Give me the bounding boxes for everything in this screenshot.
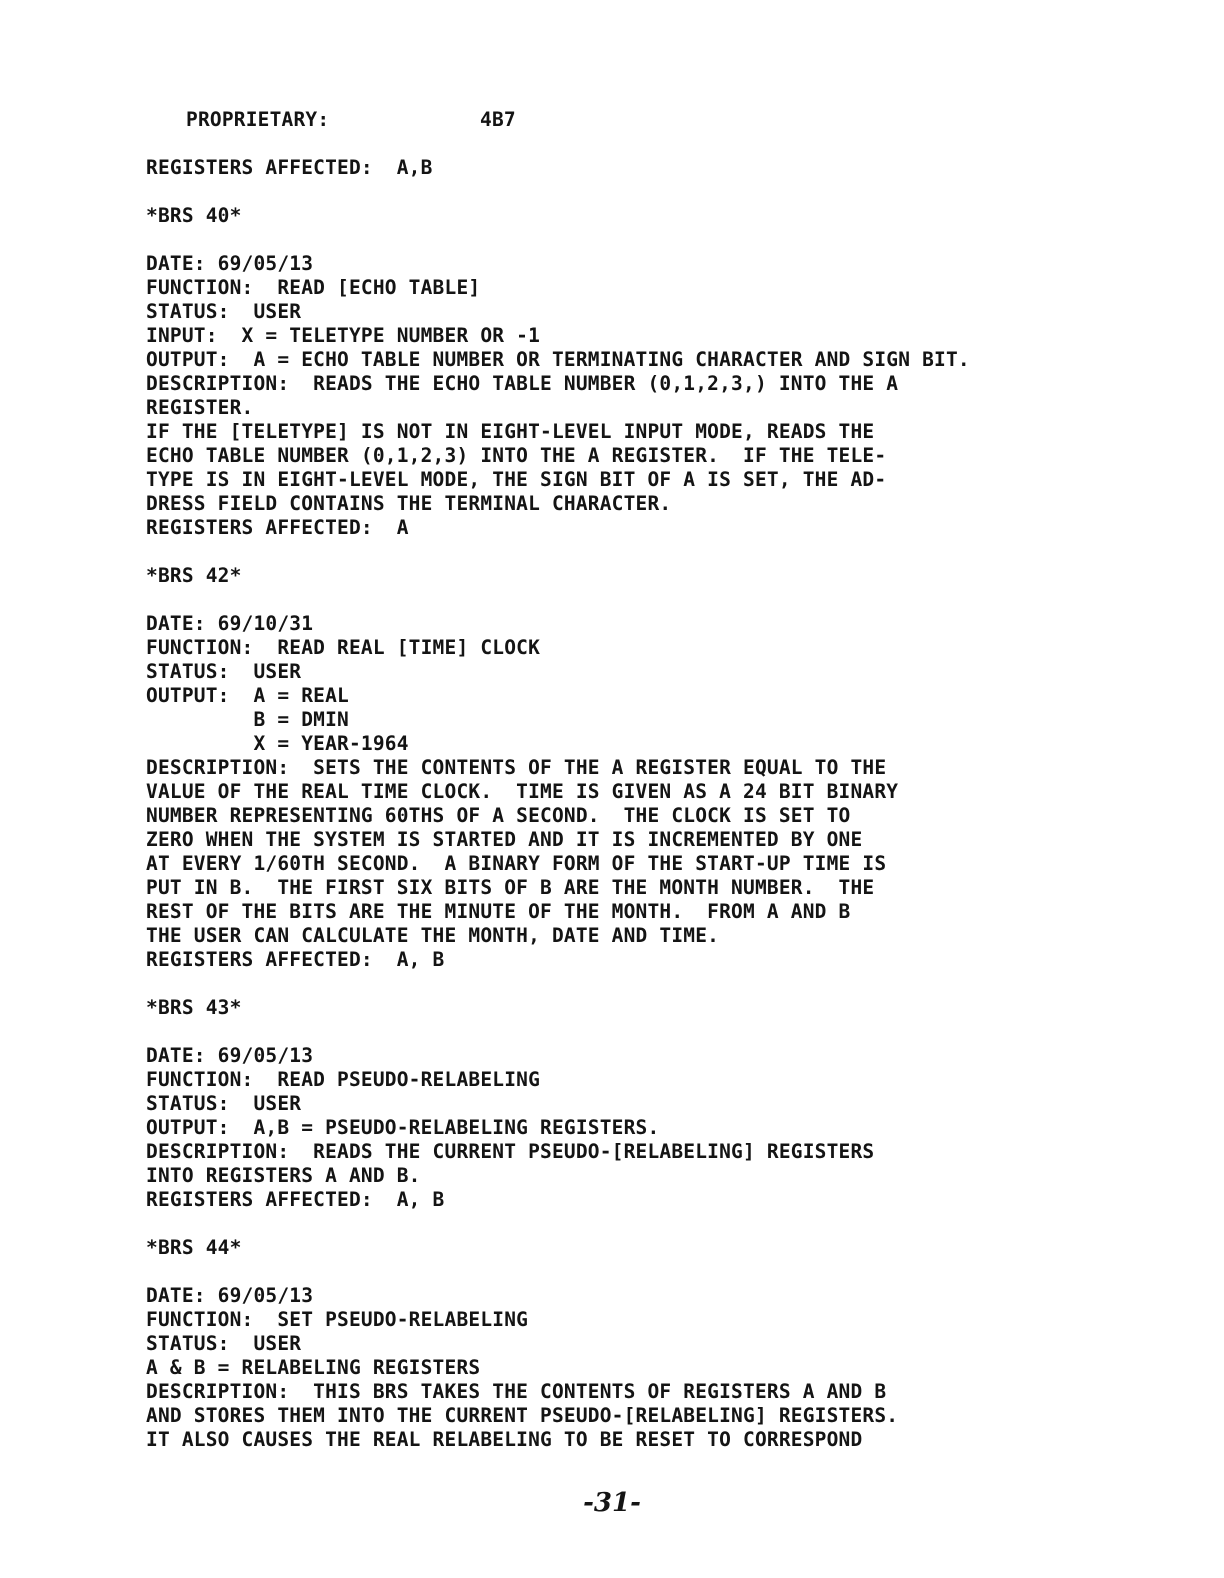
text-line: REGISTERS AFFECTED: A, B (146, 1188, 445, 1211)
text-line: REGISTER. (146, 396, 254, 419)
text-line: IF THE [TELETYPE] IS NOT IN EIGHT-LEVEL INPUT MODE, READS THE (146, 420, 875, 443)
section-heading-brs-43: *BRS 43* (146, 996, 242, 1019)
text-line: OUTPUT: A,B = PSEUDO-RELABELING REGISTERS. (146, 1116, 660, 1139)
text-line: DATE: 69/05/13 (146, 1044, 314, 1067)
text-line: REGISTERS AFFECTED: A, B (146, 948, 445, 971)
text-line: STATUS: USER (146, 1332, 302, 1355)
text-line: FUNCTION: READ PSEUDO-RELABELING (146, 1068, 541, 1091)
text-line: X = YEAR-1964 (146, 732, 409, 755)
text-line: REGISTERS AFFECTED: A,B (146, 156, 433, 179)
text-line: REGISTERS AFFECTED: A (146, 516, 409, 539)
text-line: DESCRIPTION: THIS BRS TAKES THE CONTENTS OF REGISTERS A AND B (146, 1380, 887, 1403)
header-proprietary-label: PROPRIETARY: (186, 108, 330, 131)
page-number: -31- (583, 1488, 641, 1518)
text-line: INTO REGISTERS A AND B. (146, 1164, 421, 1187)
text-line: THE USER CAN CALCULATE THE MONTH, DATE AND TIME. (146, 924, 720, 947)
text-line: OUTPUT: A = REAL (146, 684, 349, 707)
text-line: DRESS FIELD CONTAINS THE TERMINAL CHARACTER. (146, 492, 672, 515)
text-line: DATE: 69/05/13 (146, 1284, 314, 1307)
text-line: REST OF THE BITS ARE THE MINUTE OF THE MONTH. FROM A AND B (146, 900, 851, 923)
section-heading-brs-40: *BRS 40* (146, 204, 242, 227)
text-line: FUNCTION: READ REAL [TIME] CLOCK (146, 636, 541, 659)
text-line: DESCRIPTION: READS THE ECHO TABLE NUMBER (0,1,2,3,) INTO THE A (146, 372, 899, 395)
text-line: STATUS: USER (146, 300, 302, 323)
text-line: AT EVERY 1/60TH SECOND. A BINARY FORM OF THE START-UP TIME IS (146, 852, 887, 875)
text-line: ZERO WHEN THE SYSTEM IS STARTED AND IT IS INCREMENTED BY ONE (146, 828, 863, 851)
text-line: FUNCTION: SET PSEUDO-RELABELING (146, 1308, 529, 1331)
text-line: STATUS: USER (146, 660, 302, 683)
text-line: INPUT: X = TELETYPE NUMBER OR -1 (146, 324, 541, 347)
text-line: IT ALSO CAUSES THE REAL RELABELING TO BE RESET TO CORRESPOND (146, 1428, 863, 1451)
text-line: FUNCTION: READ [ECHO TABLE] (146, 276, 481, 299)
text-line: A & B = RELABELING REGISTERS (146, 1356, 481, 1379)
text-line: AND STORES THEM INTO THE CURRENT PSEUDO-[RELABELING] REGISTERS. (146, 1404, 899, 1427)
text-line: DATE: 69/05/13 (146, 252, 314, 275)
text-line: B = DMIN (146, 708, 349, 731)
section-heading-brs-42: *BRS 42* (146, 564, 242, 587)
text-line: TYPE IS IN EIGHT-LEVEL MODE, THE SIGN BIT OF A IS SET, THE AD- (146, 468, 887, 491)
text-line: OUTPUT: A = ECHO TABLE NUMBER OR TERMINATING CHARACTER AND SIGN BIT. (146, 348, 970, 371)
text-line: VALUE OF THE REAL TIME CLOCK. TIME IS GIVEN AS A 24 BIT BINARY (146, 780, 899, 803)
section-heading-brs-44: *BRS 44* (146, 1236, 242, 1259)
text-line: DATE: 69/10/31 (146, 612, 314, 635)
text-line: STATUS: USER (146, 1092, 302, 1115)
header-document-code: 4B7 (480, 108, 516, 131)
text-line: NUMBER REPRESENTING 60THS OF A SECOND. THE CLOCK IS SET TO (146, 804, 851, 827)
text-line: PUT IN B. THE FIRST SIX BITS OF B ARE THE MONTH NUMBER. THE (146, 876, 875, 899)
text-line: DESCRIPTION: SETS THE CONTENTS OF THE A REGISTER EQUAL TO THE (146, 756, 887, 779)
text-line: DESCRIPTION: READS THE CURRENT PSEUDO-[RELABELING] REGISTERS (146, 1140, 875, 1163)
text-line: ECHO TABLE NUMBER (0,1,2,3) INTO THE A REGISTER. IF THE TELE- (146, 444, 887, 467)
